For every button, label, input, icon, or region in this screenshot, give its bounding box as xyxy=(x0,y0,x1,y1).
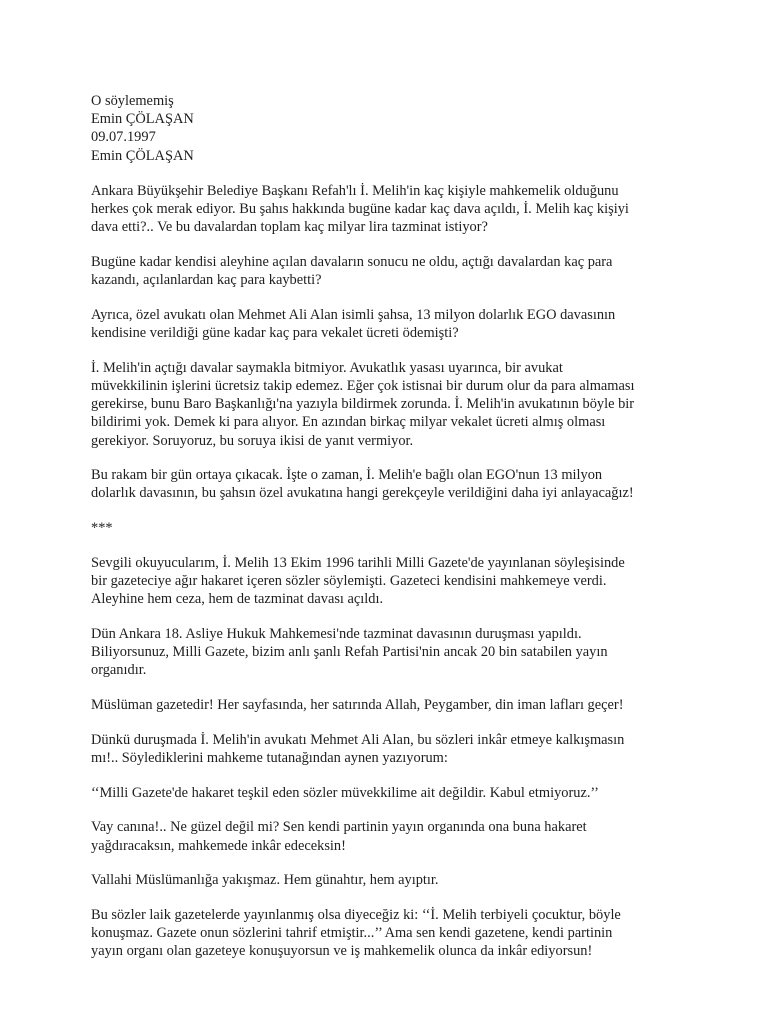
quote-line: ‘‘Milli Gazete'de hakaret teşkil eden sözler müvekkilime ait değildir. Kabul etmiyoruz.’’ xyxy=(91,784,599,801)
paragraph-line: bir gazeteciye ağır hakaret içeren sözler söylemişti. Gazeteci kendisini mahkemeye verdi. xyxy=(91,573,607,590)
paragraph-line: gerekiyor. Soruyoruz, bu soruya ikisi de yanıt vermiyor. xyxy=(91,432,414,449)
paragraph-9 xyxy=(91,731,691,767)
paragraph-line: Bugüne kadar kendisi aleyhine açılan davaların sonucu ne oldu, açtığı davalardan kaç para xyxy=(91,253,613,270)
paragraph-11 xyxy=(91,871,691,889)
paragraph-line: Vallahi Müslümanlığa yakışmaz. Hem günahtır, hem ayıptır. xyxy=(91,872,439,889)
paragraph-line: yağdıracaksın, mahkemede inkâr edeceksin! xyxy=(91,837,346,854)
paragraph-line: Ayrıca, özel avukatı olan Mehmet Ali Alan isimli şahsa, 13 milyon dolarlık EGO davasının xyxy=(91,306,616,323)
article-author-repeat: Emin ÇÖLAŞAN xyxy=(91,147,194,164)
paragraph-line: herkes çok merak ediyor. Bu şahıs hakkında bugüne kadar kaç dava açıldı, İ. Melih kaç kişiyi xyxy=(91,201,629,218)
article-title: O söylememiş xyxy=(91,93,174,109)
paragraph-line: Vay canına!.. Ne güzel değil mi? Sen kendi partinin yayın organında ona buna hakaret xyxy=(91,819,587,836)
paragraph-line: İ. Melih'in açtığı davalar saymakla bitmiyor. Avukatlık yasası uyarınca, bir avukat xyxy=(91,359,563,376)
paragraph-2 xyxy=(91,253,691,289)
paragraph-line: gerekirse, bunu Baro Başkanlığı'na yazıyla bildirmek zorunda. İ. Melih'in avukatının böyle bir xyxy=(91,396,635,413)
paragraph-line: Müslüman gazetedir! Her sayfasında, her satırında Allah, Peygamber, din iman lafları geçer! xyxy=(91,697,624,714)
paragraph-7 xyxy=(91,625,691,680)
paragraph-line: bildirimi yok. Demek ki para alıyor. En azından birkaç milyar vekalet ücreti almış olması xyxy=(91,414,606,431)
article-header xyxy=(91,92,691,165)
paragraph-line: kendisine verildiği güne kadar kaç para vekalet ücreti ödemişti? xyxy=(91,325,459,342)
section-separator xyxy=(91,519,691,537)
paragraph-line: yayın organı olan gazeteye konuşuyorsun ve iş mahkemelik olunca da inkâr ediyorsun! xyxy=(91,943,593,960)
article-date: 09.07.1997 xyxy=(91,129,156,146)
paragraph-4 xyxy=(91,359,691,450)
article-body xyxy=(91,182,691,961)
paragraph-line: mı!.. Söylediklerini mahkeme tutanağından aynen yazıyorum: xyxy=(91,749,448,766)
paragraph-line: Aleyhine hem ceza, hem de tazminat davası açıldı. xyxy=(91,591,384,608)
paragraph-line: Bu sözler laik gazetelerde yayınlanmış olsa diyeceğiz ki: ‘‘İ. Melih terbiyeli çocuktur, böyle xyxy=(91,907,621,923)
paragraph-line: Dünkü duruşmada İ. Melih'in avukatı Mehmet Ali Alan, bu sözleri inkâr etmeye kalkışmasın xyxy=(91,731,625,748)
paragraph-12 xyxy=(91,906,691,961)
paragraph-1 xyxy=(91,182,691,237)
paragraph-line: Bu rakam bir gün ortaya çıkacak. İşte o zaman, İ. Melih'e bağlı olan EGO'nun 13 milyon xyxy=(91,467,603,484)
paragraph-8 xyxy=(91,696,691,714)
paragraph-line: organıdır. xyxy=(91,662,147,679)
article-author: Emin ÇÖLAŞAN xyxy=(91,111,194,128)
paragraph-6 xyxy=(91,554,691,609)
paragraph-line: dava etti?.. Ve bu davalardan toplam kaç milyar lira tazminat istiyor? xyxy=(91,219,488,236)
paragraph-3 xyxy=(91,306,691,342)
paragraph-line: Dün Ankara 18. Asliye Hukuk Mahkemesi'nde tazminat davasının duruşması yapıldı. xyxy=(91,625,582,642)
paragraph-line: müvekkilinin işlerini ücretsiz takip edemez. Eğer çok istisnai bir durum olur da para almaması xyxy=(91,377,635,394)
paragraph-5 xyxy=(91,466,691,502)
separator-text: *** xyxy=(91,520,113,537)
paragraph-line: kazandı, açılanlardan kaç para kaybetti? xyxy=(91,272,322,289)
paragraph-line: Sevgili okuyucularım, İ. Melih 13 Ekim 1996 tarihli Milli Gazete'de yayınlanan söyleşisinde xyxy=(91,554,625,571)
paragraph-10 xyxy=(91,818,691,854)
document-page xyxy=(91,92,691,977)
paragraph-line: Ankara Büyükşehir Belediye Başkanı Refah'lı İ. Melih'in kaç kişiyle mahkemelik olduğunu xyxy=(91,182,619,199)
paragraph-line: konuşmaz. Gazete onun sözlerini tahrif etmiştir...’’ Ama sen kendi gazetene, kendi partinin xyxy=(91,925,613,942)
quote-paragraph xyxy=(91,784,691,802)
paragraph-line: Biliyorsunuz, Milli Gazete, bizim anlı şanlı Refah Partisi'nin ancak 20 bin satabilen yayın xyxy=(91,644,608,661)
paragraph-line: dolarlık davasının, bu şahsın özel avukatına hangi gerekçeyle verildiğini daha iyi anlayacağız! xyxy=(91,485,634,502)
